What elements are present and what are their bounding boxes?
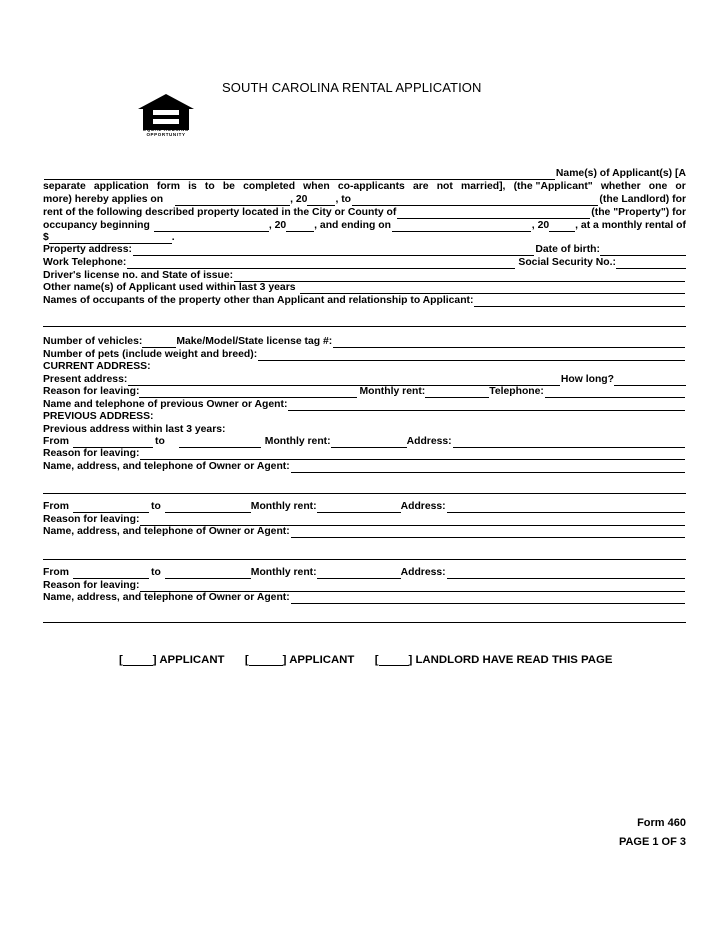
intro-line-1: Name(s) of Applicant(s) [A (43, 167, 686, 180)
intro-word: to (204, 181, 215, 192)
current-telephone-field[interactable] (545, 387, 685, 398)
intro-line-3: more) hereby applies on , 20 , to (the Landlord) for (43, 194, 686, 205)
intro-word: not (436, 181, 453, 192)
pets-row: Number of pets (include weight and breed): (43, 348, 686, 361)
license-row: Driver's license no. and State of issue: (43, 269, 686, 282)
intro-line-2 (43, 180, 686, 193)
occupants-field[interactable] (474, 296, 685, 307)
make-model-field[interactable] (333, 337, 685, 348)
present-address-row: Present address: How long? (43, 373, 686, 386)
intro-word: is (188, 181, 197, 192)
address-field[interactable] (447, 568, 685, 579)
divider (43, 493, 686, 494)
prev-owner-row-2: Name, address, and telephone of Owner or Agent: (43, 525, 686, 538)
landlord-name-field[interactable] (352, 195, 598, 206)
current-rent-field[interactable] (425, 387, 489, 398)
prev-reason-row-1: Reason for leaving: (43, 447, 686, 460)
intro-word: are (412, 181, 429, 192)
intro-word: be (222, 181, 235, 192)
divider (43, 326, 686, 327)
reason-field[interactable] (140, 449, 685, 460)
to-field[interactable] (165, 502, 251, 513)
previous-address-heading: PREVIOUS ADDRESS: (43, 411, 154, 422)
address-field[interactable] (447, 502, 685, 513)
current-reason-field[interactable] (139, 387, 357, 398)
previous-within-label: Previous address within last 3 years: (43, 424, 226, 435)
rent-field[interactable] (317, 568, 401, 579)
intro-word: whether (600, 181, 641, 192)
owner-agent-field[interactable] (291, 462, 685, 473)
page-title: SOUTH CAROLINA RENTAL APPLICATION (222, 80, 482, 95)
other-names-row: Other name(s) of Applicant used within last 3 years (43, 281, 686, 294)
form-number: Form 460 (637, 817, 686, 829)
prev-from-row-2: From to Monthly rent: Address: (43, 500, 686, 513)
city-county-field[interactable] (397, 208, 590, 219)
divider (43, 622, 686, 623)
equal-housing-caption: EQUAL HOUSING OPPORTUNITY (143, 127, 189, 137)
to-field[interactable] (165, 568, 251, 579)
ssn-field[interactable] (616, 258, 686, 269)
intro-word: form (156, 181, 180, 192)
intro-word: when (303, 181, 330, 192)
rent-field[interactable] (317, 502, 401, 513)
applicant-names-field[interactable] (44, 169, 555, 180)
other-names-field[interactable] (300, 283, 685, 294)
prev-reason-row-2: Reason for leaving: (43, 513, 686, 526)
landlord-initials[interactable] (379, 654, 409, 666)
owner-agent-field[interactable] (291, 527, 685, 538)
intro-line-6: $ . (43, 232, 175, 243)
page-number: PAGE 1 OF 3 (618, 836, 686, 848)
intro-word: co-applicants (337, 181, 405, 192)
date-of-birth-field[interactable] (600, 245, 686, 256)
work-telephone-row: Work Telephone: Social Security No.: (43, 256, 686, 269)
vehicles-row: Number of vehicles: Make/Model/State license tag #: (43, 335, 686, 348)
prev-owner-row-1: Name, address, and telephone of Owner or Agent: (43, 460, 686, 473)
work-telephone-field[interactable] (127, 258, 515, 269)
occupants-row: Names of occupants of the property other than Applicant and relationship to Applicant: (43, 294, 686, 307)
reason-rent-row: Reason for leaving: Monthly rent: Telephone: (43, 385, 686, 398)
intro-word: or (675, 181, 686, 192)
owner-agent-field[interactable] (291, 593, 685, 604)
applies-on-date-field[interactable] (175, 195, 290, 206)
intro-line-5: occupancy beginning , 20 , and ending on , 20 , at a monthly rental of (43, 220, 686, 231)
intro-word: separate (43, 181, 86, 192)
from-field[interactable] (73, 568, 149, 579)
applicant-1-initials[interactable] (123, 654, 153, 666)
divider (43, 559, 686, 560)
intro-word: (the "Applicant" (513, 181, 593, 192)
acknowledgement-line: [ ] APPLICANT [ ] APPLICANT [ ] LANDLORD HAVE READ THIS PAGE (119, 654, 613, 666)
applicant-2-initials[interactable] (249, 654, 283, 666)
property-address-field[interactable] (133, 245, 534, 256)
applies-on-year-field[interactable] (307, 195, 335, 206)
intro-line-4: rent of the following described property located in the City or County of (the "Property") for (43, 207, 686, 218)
current-address-heading: CURRENT ADDRESS: (43, 361, 151, 372)
prev-reason-row-3: Reason for leaving: (43, 579, 686, 592)
intro-word: married], (460, 181, 506, 192)
prev-from-row-3: From to Monthly rent: Address: (43, 566, 686, 579)
intro-word: one (648, 181, 668, 192)
vehicles-field[interactable] (142, 337, 176, 348)
intro-word: completed (243, 181, 296, 192)
prev-owner-row-3: Name, address, and telephone of Owner or Agent: (43, 591, 686, 604)
intro-word: application (93, 181, 149, 192)
prev-from-row-1: From to Monthly rent: Address: (43, 435, 686, 448)
from-field[interactable] (73, 502, 149, 513)
property-address-row: Property address: Date of birth: (43, 243, 686, 256)
prev-owner-row: Name and telephone of previous Owner or Agent: (43, 398, 686, 411)
